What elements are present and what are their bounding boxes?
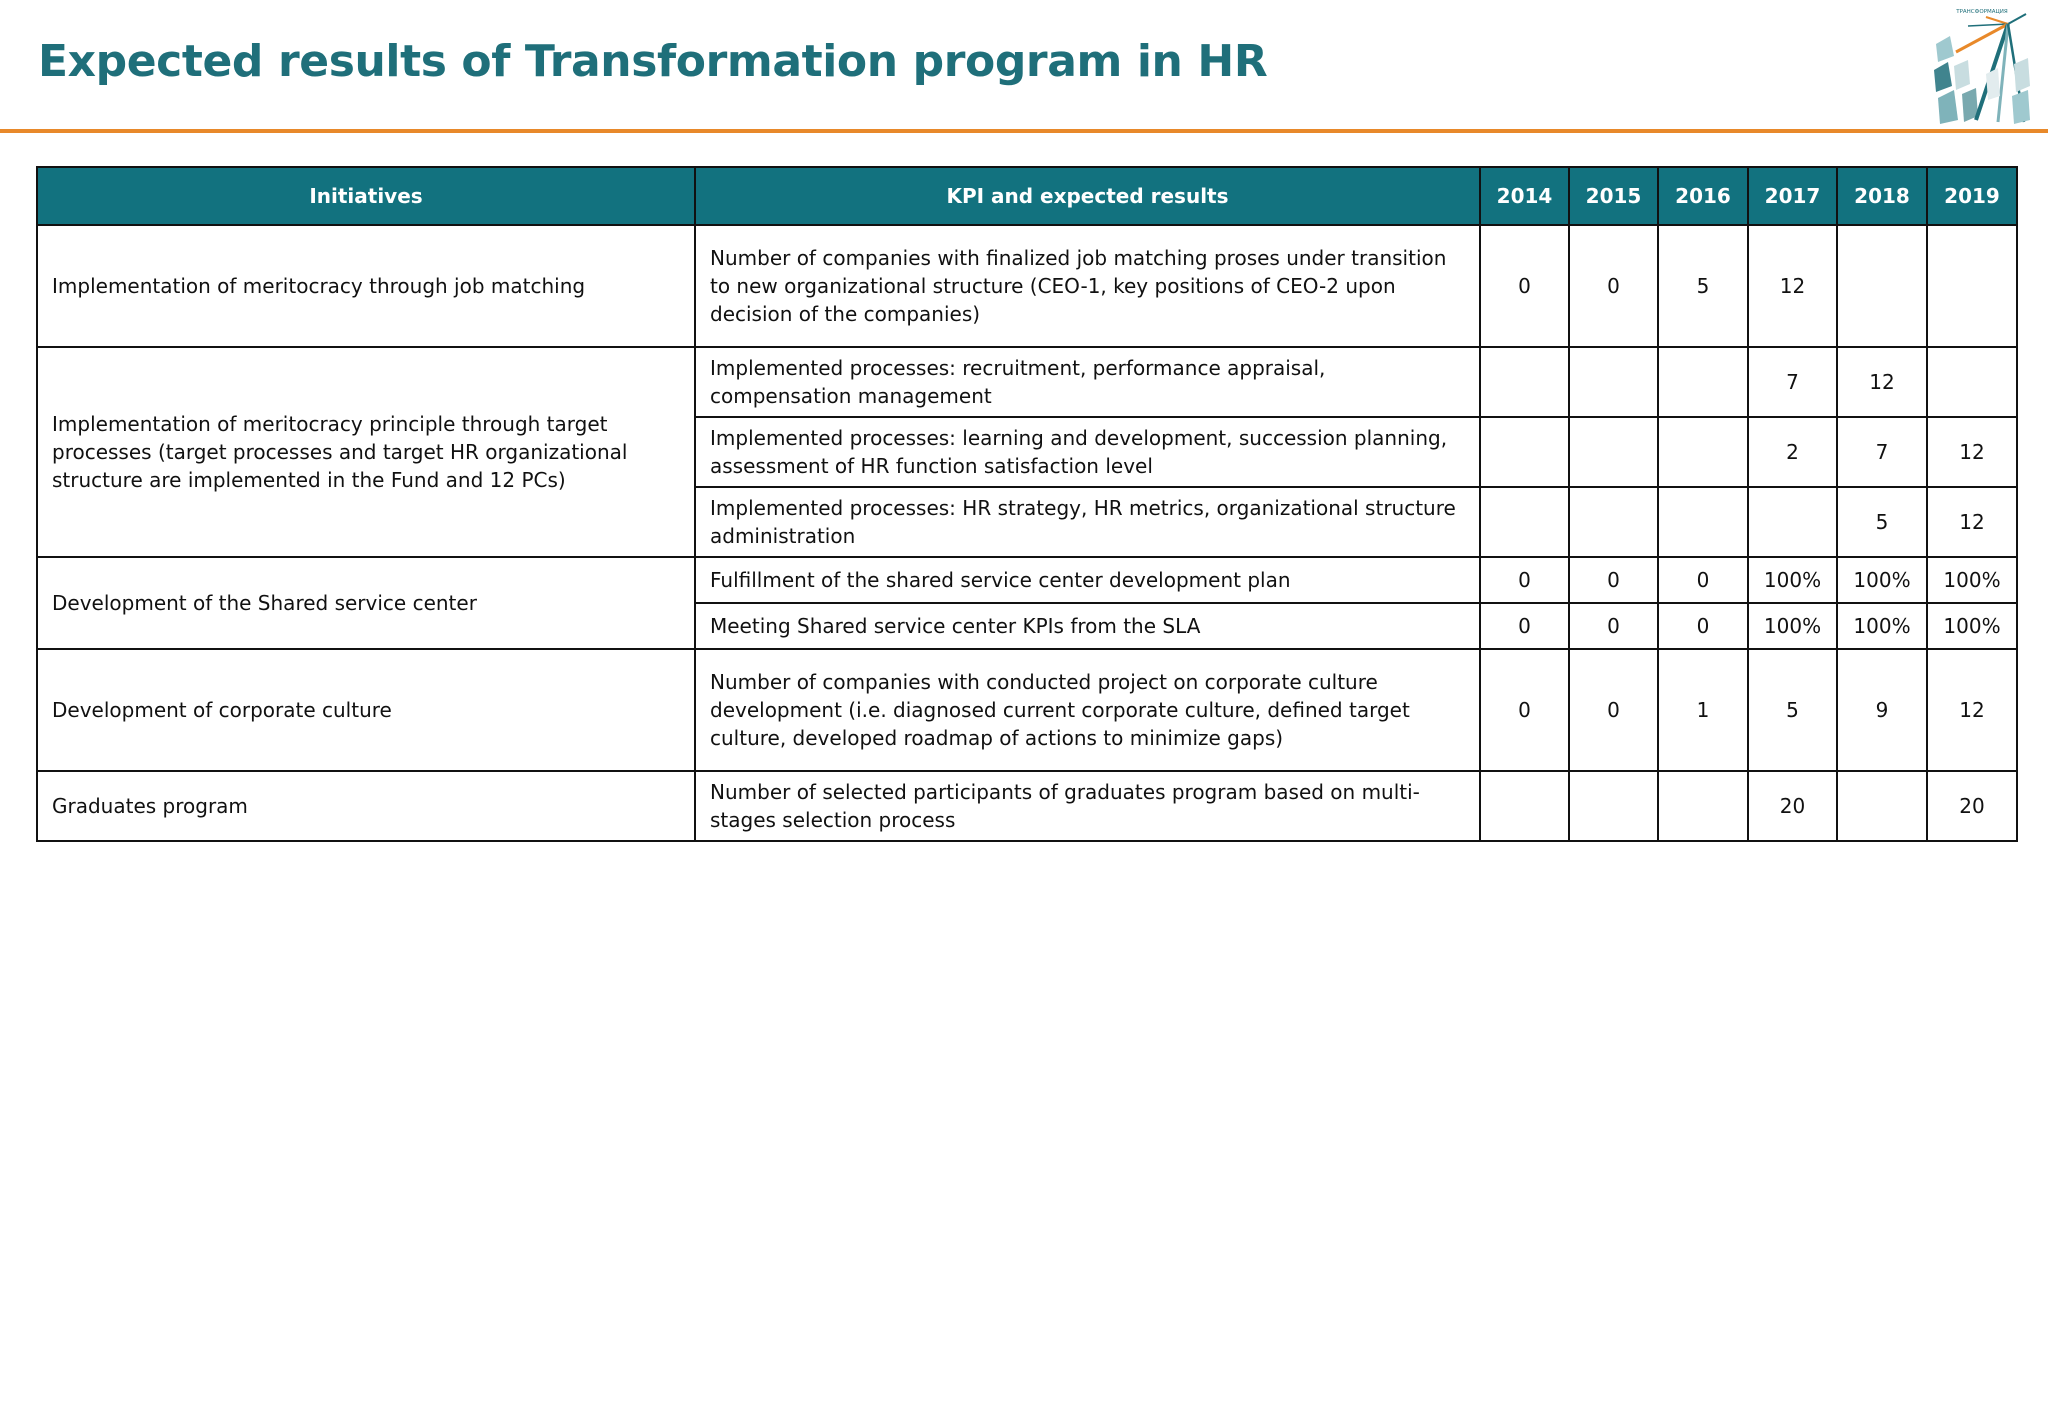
value-cell-2019: 12 [1927,649,2017,771]
table-row [37,347,2017,417]
kpi-table [36,166,2018,842]
initiative-cell: Graduates program [37,771,695,841]
header-kpi: KPI and expected results [695,167,1480,225]
logo-graphic [1928,4,2036,128]
value-cell-2019: 20 [1927,771,2017,841]
table-header-row [37,167,2017,225]
kpi-cell: Fulfillment of the shared service center development plan [695,557,1480,603]
value-cell-2017: 12 [1748,225,1837,347]
kpi-cell: Number of companies with finalized job matching proses under transition to new organizational structure (CEO-1, key positions of CEO-2 upon decision of the companies) [695,225,1480,347]
value-cell-2016: 0 [1658,557,1748,603]
kpi-cell: Number of selected participants of graduates program based on multi-stages selection process [695,771,1480,841]
value-cell-2017: 100% [1748,557,1837,603]
value-cell-2015 [1569,417,1658,487]
value-cell-2016 [1658,771,1748,841]
value-cell-2016 [1658,487,1748,557]
header-year-2014: 2014 [1480,167,1569,225]
page-title: Expected results of Transformation program in HR [38,36,1268,87]
initiative-cell: Development of corporate culture [37,649,695,771]
header-year-2016: 2016 [1658,167,1748,225]
value-cell-2015: 0 [1569,557,1658,603]
title-underline [0,129,2048,133]
value-cell-2019: 100% [1927,557,2017,603]
kpi-cell: Meeting Shared service center KPIs from the SLA [695,603,1480,649]
value-cell-2018: 100% [1837,603,1927,649]
value-cell-2016: 0 [1658,603,1748,649]
value-cell-2018 [1837,225,1927,347]
value-cell-2018: 5 [1837,487,1927,557]
header-initiatives: Initiatives [37,167,695,225]
company-logo [1928,4,2036,128]
table-row [37,557,2017,603]
value-cell-2017: 2 [1748,417,1837,487]
value-cell-2016: 5 [1658,225,1748,347]
value-cell-2014 [1480,347,1569,417]
value-cell-2016: 1 [1658,649,1748,771]
table-row [37,225,2017,347]
header-year-2018: 2018 [1837,167,1927,225]
kpi-cell: Implemented processes: HR strategy, HR metrics, organizational structure administration [695,487,1480,557]
header-year-2017: 2017 [1748,167,1837,225]
value-cell-2019: 12 [1927,417,2017,487]
value-cell-2017: 7 [1748,347,1837,417]
value-cell-2014 [1480,487,1569,557]
kpi-cell: Implemented processes: learning and development, succession planning, assessment of HR function satisfaction level [695,417,1480,487]
kpi-cell: Number of companies with conducted project on corporate culture development (i.e. diagnosed current corporate culture, defined target culture, developed roadmap of actions to minimize gaps) [695,649,1480,771]
initiative-cell: Implementation of meritocracy principle through target processes (target processes and target HR organizational structure are implemented in the Fund and 12 PCs) [37,347,695,557]
value-cell-2015: 0 [1569,225,1658,347]
value-cell-2014 [1480,771,1569,841]
value-cell-2019: 100% [1927,603,2017,649]
table-row [37,649,2017,771]
value-cell-2019: 12 [1927,487,2017,557]
value-cell-2018 [1837,771,1927,841]
value-cell-2017: 20 [1748,771,1837,841]
value-cell-2016 [1658,417,1748,487]
value-cell-2018: 7 [1837,417,1927,487]
logo-wordmark: ТРАНСФОРМАЦИЯ [1956,9,2008,15]
value-cell-2015 [1569,487,1658,557]
value-cell-2017 [1748,487,1837,557]
value-cell-2019 [1927,347,2017,417]
value-cell-2018: 9 [1837,649,1927,771]
value-cell-2014 [1480,417,1569,487]
header-year-2015: 2015 [1569,167,1658,225]
value-cell-2017: 5 [1748,649,1837,771]
initiative-cell: Implementation of meritocracy through job matching [37,225,695,347]
value-cell-2015 [1569,347,1658,417]
value-cell-2015: 0 [1569,649,1658,771]
value-cell-2016 [1658,347,1748,417]
value-cell-2014: 0 [1480,649,1569,771]
value-cell-2014: 0 [1480,557,1569,603]
value-cell-2018: 100% [1837,557,1927,603]
value-cell-2015 [1569,771,1658,841]
table-row [37,771,2017,841]
value-cell-2017: 100% [1748,603,1837,649]
kpi-cell: Implemented processes: recruitment, performance appraisal, compensation management [695,347,1480,417]
initiative-cell: Development of the Shared service center [37,557,695,649]
value-cell-2015: 0 [1569,603,1658,649]
value-cell-2014: 0 [1480,225,1569,347]
value-cell-2014: 0 [1480,603,1569,649]
value-cell-2019 [1927,225,2017,347]
header-year-2019: 2019 [1927,167,2017,225]
value-cell-2018: 12 [1837,347,1927,417]
